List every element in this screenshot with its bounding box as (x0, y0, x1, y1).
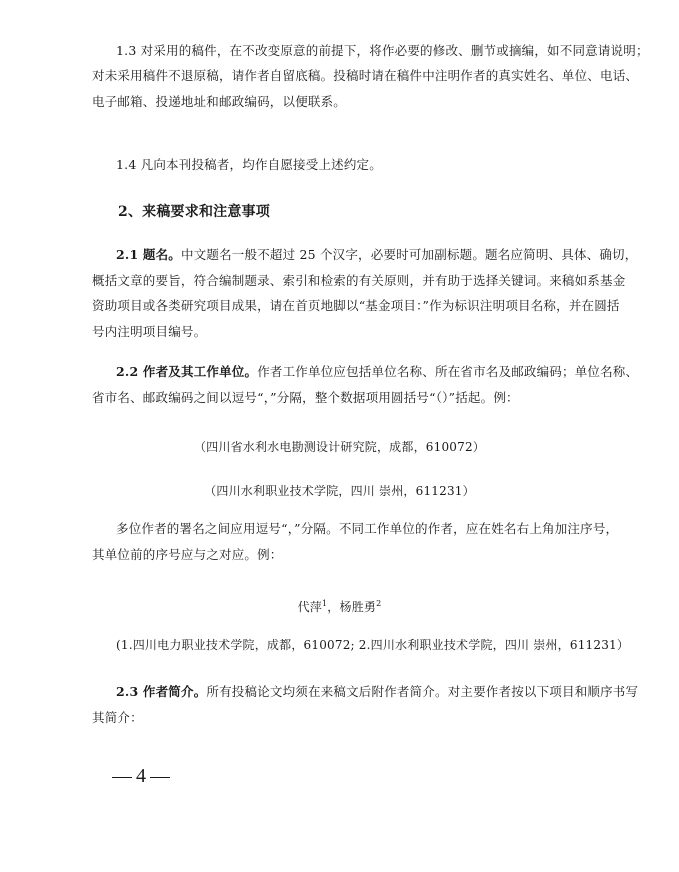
section-2-1-line-1 (116, 247, 638, 263)
page-number-value: 4 (136, 765, 146, 787)
section-2-1-line-2: 概括文章的要旨，符合编制题录、索引和检索的有关原则，并有助于选择关键词。来稿如系基金 (92, 273, 626, 288)
section-2-2-line-2: 省市名、邮政编码之间以逗号“，”分隔，整个数据项用圆括号“（）”括起。例： (92, 390, 519, 405)
section-2-2-text: 作者工作单位应包括单位名称、所在省市名及邮政编码；单位名称、 (257, 364, 639, 379)
author-separator: ， (327, 600, 340, 614)
page-number-dash-right (150, 777, 170, 778)
author-1-superscript: 1 (322, 599, 328, 608)
section-1-4-line-1: 1.4 凡向本刊投稿者，均作自愿接受上述约定。 (116, 157, 382, 172)
section-2-3-text: 所有投稿论文均须在来稿文后附作者简介。对主要作者按以下项目和顺序书写 (206, 684, 639, 699)
section-2-2-line-1 (116, 364, 639, 380)
author-2-name: 杨胜勇 (339, 600, 377, 614)
section-1-3-line-2: 对未采用稿件不退原稿，请作者自留底稿。投稿时请在稿件中注明作者的真实姓名、单位、电话、 (92, 68, 639, 83)
multi-author-line-2: 其单位前的序号应与之对应。例： (92, 547, 283, 562)
section-2-1-line-4: 号内注明项目编号。 (92, 324, 207, 339)
affiliation-example-2: （四川水利职业技术学院，四川 崇州，611231） (204, 484, 475, 498)
section-2-1-line-3: 资助项目或各类研究项目成果，请在首页地脚以“基金项目：”作为标识注明项目名称，并在圆括 (92, 298, 620, 313)
page-number (108, 764, 174, 788)
section-2-1-text: 中文题名一般不超过 25 个汉字，必要时可加副标题。题名应简明、具体、确切， (181, 247, 638, 262)
author-1-name: 代萍 (297, 600, 322, 614)
author-example (0, 596, 679, 615)
affiliation-example-1: （四川省水利水电勘测设计研究院，成都，610072） (193, 440, 485, 454)
affiliation-example-multi: (1.四川电力职业技术学院，成都，610072; 2.四川水利职业技术学院，四川 崇州，611231） (116, 638, 630, 652)
section-2-1-label: 2.1 题名。 (116, 247, 181, 262)
author-2-superscript: 2 (376, 599, 382, 608)
section-2-3-line-1 (116, 684, 639, 700)
section-heading-2: 2、来稿要求和注意事项 (118, 204, 270, 220)
multi-author-line-1: 多位作者的署名之间应用逗号“，”分隔。不同工作单位的作者，应在姓名右上角加注序号， (116, 521, 619, 536)
section-2-3-line-2: 其简介： (92, 710, 143, 725)
section-1-3-line-1: 1.3 对采用的稿件，在不改变原意的前提下，将作必要的修改、删节或摘编，如不同意请说明； (116, 43, 649, 58)
section-2-2-label: 2.2 作者及其工作单位。 (116, 364, 258, 379)
page-number-dash-left (112, 777, 132, 778)
section-2-3-label: 2.3 作者简介。 (116, 684, 207, 699)
section-1-3-line-3: 电子邮箱、投递地址和邮政编码，以便联系。 (92, 94, 347, 109)
